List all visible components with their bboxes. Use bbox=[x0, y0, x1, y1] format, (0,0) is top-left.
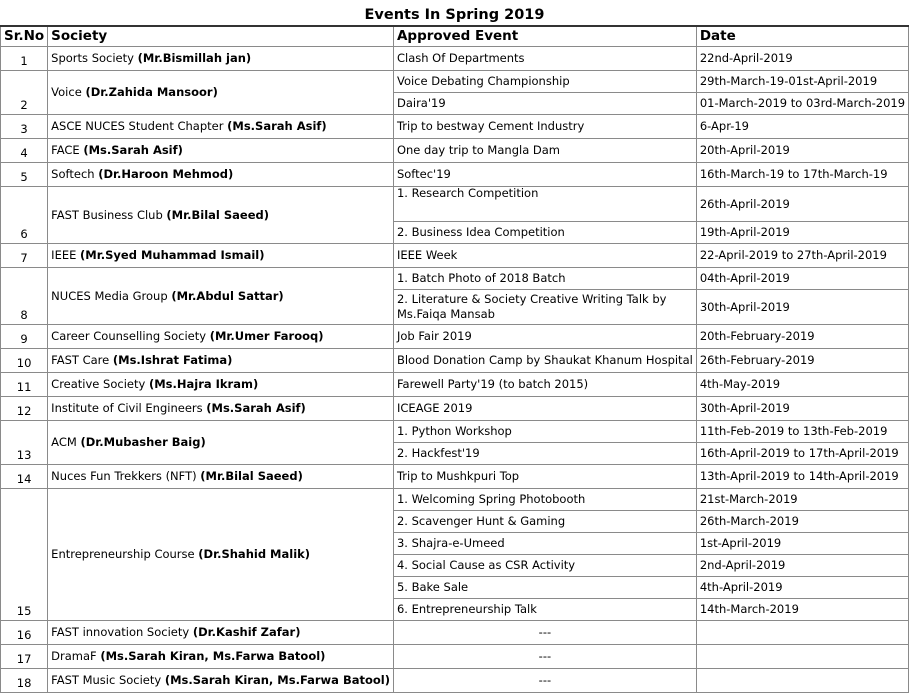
cell-event[interactable]: Trip to Mushkpuri Top bbox=[393, 465, 696, 489]
society-name: FACE bbox=[51, 143, 84, 157]
cell-date[interactable]: 11th-Feb-2019 to 13th-Feb-2019 bbox=[696, 421, 908, 443]
society-name: Entrepreneurship Course bbox=[51, 547, 199, 561]
table-row bbox=[1, 669, 909, 693]
cell-event[interactable]: Job Fair 2019 bbox=[393, 325, 696, 349]
cell-date[interactable]: 20th-February-2019 bbox=[696, 325, 908, 349]
cell-society[interactable] bbox=[48, 621, 394, 645]
sheet-title: Events In Spring 2019 bbox=[1, 5, 909, 26]
table-row bbox=[1, 163, 909, 187]
cell-event[interactable]: 2. Business Idea Competition bbox=[393, 222, 696, 244]
table-row bbox=[1, 645, 909, 669]
society-name: ASCE NUCES Student Chapter bbox=[51, 119, 228, 133]
table-row bbox=[1, 244, 909, 268]
cell-date[interactable]: 6-Apr-19 bbox=[696, 115, 908, 139]
cell-date[interactable]: 16th-April-2019 to 17th-April-2019 bbox=[696, 443, 908, 465]
cell-sr-no[interactable]: 15 bbox=[1, 489, 48, 621]
header-sr[interactable]: Sr.No bbox=[1, 26, 48, 47]
cell-date[interactable]: 4th-April-2019 bbox=[696, 577, 908, 599]
cell-event[interactable]: --- bbox=[393, 669, 696, 693]
cell-date[interactable]: 4th-May-2019 bbox=[696, 373, 908, 397]
cell-event[interactable]: 3. Shajra-e-Umeed bbox=[393, 533, 696, 555]
header-society[interactable]: Society bbox=[48, 26, 394, 47]
society-name: Softech bbox=[51, 167, 99, 181]
cell-event[interactable]: Farewell Party'19 (to batch 2015) bbox=[393, 373, 696, 397]
society-advisor: (Mr.Syed Muhammad Ismail) bbox=[80, 248, 265, 262]
society-name: FAST Business Club bbox=[51, 207, 167, 222]
cell-date[interactable]: 22-April-2019 to 27th-April-2019 bbox=[696, 244, 908, 268]
cell-event[interactable]: 2. Literature & Society Creative Writing Talk by Ms.Faiqa Mansab bbox=[393, 290, 696, 325]
cell-event[interactable]: Blood Donation Camp by Shaukat Khanum Hospital bbox=[393, 349, 696, 373]
table-row bbox=[1, 489, 909, 511]
society-name: Nuces Fun Trekkers (NFT) bbox=[51, 469, 201, 483]
cell-society[interactable] bbox=[48, 645, 394, 669]
cell-society[interactable] bbox=[48, 71, 394, 115]
society-advisor: (Mr.Bismillah jan) bbox=[137, 51, 252, 65]
society-advisor: (Dr.Zahida Mansoor) bbox=[85, 85, 218, 99]
cell-date[interactable]: 22nd-April-2019 bbox=[696, 47, 908, 71]
header-row bbox=[1, 26, 909, 47]
cell-society[interactable] bbox=[48, 244, 394, 268]
cell-sr-no[interactable]: 1 bbox=[1, 47, 48, 71]
cell-event[interactable]: 5. Bake Sale bbox=[393, 577, 696, 599]
society-name: FAST Music Society bbox=[51, 673, 165, 687]
cell-society[interactable] bbox=[48, 669, 394, 693]
society-advisor: (Ms.Sarah Asif) bbox=[227, 119, 327, 133]
cell-society[interactable] bbox=[48, 465, 394, 489]
cell-event[interactable]: 1. Research Competition bbox=[393, 187, 696, 222]
society-name: Sports Society bbox=[51, 51, 138, 65]
cell-date[interactable]: 30th-April-2019 bbox=[696, 397, 908, 421]
cell-sr-no[interactable]: 6 bbox=[1, 187, 48, 244]
cell-event[interactable]: 2. Hackfest'19 bbox=[393, 443, 696, 465]
cell-society[interactable] bbox=[48, 115, 394, 139]
society-name: Voice bbox=[51, 85, 86, 99]
society-advisor: (Mr.Bilal Saeed) bbox=[200, 469, 303, 483]
table-row bbox=[1, 465, 909, 489]
society-advisor: (Ms.Ishrat Fatima) bbox=[112, 353, 233, 367]
cell-date[interactable]: 20th-April-2019 bbox=[696, 139, 908, 163]
cell-sr-no[interactable]: 18 bbox=[1, 669, 48, 693]
cell-sr-no[interactable]: 7 bbox=[1, 244, 48, 268]
cell-sr-no[interactable]: 17 bbox=[1, 645, 48, 669]
cell-sr-no[interactable]: 8 bbox=[1, 268, 48, 325]
cell-event[interactable]: Clash Of Departments bbox=[393, 47, 696, 71]
society-name: Career Counselling Society bbox=[51, 329, 210, 343]
cell-sr-no[interactable]: 4 bbox=[1, 139, 48, 163]
society-advisor: (Mr.Umer Farooq) bbox=[209, 329, 324, 343]
cell-society[interactable] bbox=[48, 325, 394, 349]
table-row bbox=[1, 325, 909, 349]
cell-society[interactable] bbox=[48, 187, 394, 244]
society-name: ACM bbox=[51, 435, 81, 449]
cell-event[interactable]: IEEE Week bbox=[393, 244, 696, 268]
cell-society[interactable] bbox=[48, 421, 394, 465]
cell-event[interactable]: Trip to bestway Cement Industry bbox=[393, 115, 696, 139]
cell-society[interactable] bbox=[48, 163, 394, 187]
cell-date[interactable]: 29th-March-19-01st-April-2019 bbox=[696, 71, 908, 93]
table-row bbox=[1, 373, 909, 397]
society-advisor: (Dr.Shahid Malik) bbox=[198, 547, 311, 561]
cell-event[interactable]: 1. Batch Photo of 2018 Batch bbox=[393, 268, 696, 290]
cell-sr-no[interactable]: 9 bbox=[1, 325, 48, 349]
cell-sr-no[interactable]: 13 bbox=[1, 421, 48, 465]
cell-sr-no[interactable]: 5 bbox=[1, 163, 48, 187]
cell-event[interactable]: 2. Scavenger Hunt & Gaming bbox=[393, 511, 696, 533]
society-advisor: (Mr.Abdul Sattar) bbox=[171, 288, 284, 303]
cell-date[interactable]: 26th-March-2019 bbox=[696, 511, 908, 533]
cell-event[interactable]: One day trip to Mangla Dam bbox=[393, 139, 696, 163]
cell-event[interactable]: --- bbox=[393, 645, 696, 669]
cell-date[interactable]: 26th-February-2019 bbox=[696, 349, 908, 373]
society-name: NUCES Media Group bbox=[51, 288, 172, 303]
society-name: Creative Society bbox=[51, 377, 149, 391]
cell-date[interactable]: 14th-March-2019 bbox=[696, 599, 908, 621]
cell-event[interactable]: Daira'19 bbox=[393, 93, 696, 115]
cell-event[interactable]: 6. Entrepreneurship Talk bbox=[393, 599, 696, 621]
table-row bbox=[1, 187, 909, 222]
header-event[interactable]: Approved Event bbox=[393, 26, 696, 47]
cell-society[interactable] bbox=[48, 397, 394, 421]
cell-sr-no[interactable]: 10 bbox=[1, 349, 48, 373]
cell-event[interactable]: --- bbox=[393, 621, 696, 645]
society-name: DramaF bbox=[51, 649, 101, 663]
cell-date[interactable] bbox=[696, 621, 908, 645]
cell-date[interactable]: 26th-April-2019 bbox=[696, 187, 908, 222]
cell-society[interactable] bbox=[48, 139, 394, 163]
cell-event[interactable]: 1. Python Workshop bbox=[393, 421, 696, 443]
society-name: Institute of Civil Engineers bbox=[51, 401, 207, 415]
cell-event[interactable]: Voice Debating Championship bbox=[393, 71, 696, 93]
cell-date[interactable]: 19th-April-2019 bbox=[696, 222, 908, 244]
table-row bbox=[1, 397, 909, 421]
table-row bbox=[1, 47, 909, 71]
cell-event[interactable]: 1. Welcoming Spring Photobooth bbox=[393, 489, 696, 511]
society-name: FAST innovation Society bbox=[51, 625, 193, 639]
table-row bbox=[1, 421, 909, 443]
cell-event[interactable]: 4. Social Cause as CSR Activity bbox=[393, 555, 696, 577]
cell-date[interactable]: 16th-March-19 to 17th-March-19 bbox=[696, 163, 908, 187]
society-advisor: (Mr.Bilal Saeed) bbox=[166, 207, 270, 222]
society-name: IEEE bbox=[51, 248, 81, 262]
cell-sr-no[interactable]: 2 bbox=[1, 71, 48, 115]
society-advisor: (Dr.Kashif Zafar) bbox=[192, 625, 301, 639]
cell-date[interactable]: 13th-April-2019 to 14th-April-2019 bbox=[696, 465, 908, 489]
cell-sr-no[interactable]: 11 bbox=[1, 373, 48, 397]
cell-date[interactable]: 21st-March-2019 bbox=[696, 489, 908, 511]
table-row bbox=[1, 139, 909, 163]
society-advisor: (Ms.Sarah Asif) bbox=[206, 401, 306, 415]
cell-society[interactable] bbox=[48, 268, 394, 325]
cell-date[interactable]: 1st-April-2019 bbox=[696, 533, 908, 555]
cell-date[interactable] bbox=[696, 645, 908, 669]
cell-society[interactable] bbox=[48, 373, 394, 397]
society-advisor: (Dr.Mubasher Baig) bbox=[80, 435, 206, 449]
events-table bbox=[0, 5, 909, 693]
table-row bbox=[1, 115, 909, 139]
table-row bbox=[1, 268, 909, 290]
cell-date[interactable]: 04th-April-2019 bbox=[696, 268, 908, 290]
society-name: FAST Care bbox=[51, 353, 113, 367]
cell-sr-no[interactable]: 3 bbox=[1, 115, 48, 139]
society-advisor: (Ms.Sarah Kiran, Ms.Farwa Batool) bbox=[164, 673, 390, 687]
cell-sr-no[interactable]: 16 bbox=[1, 621, 48, 645]
cell-date[interactable]: 30th-April-2019 bbox=[696, 290, 908, 325]
cell-event[interactable]: ICEAGE 2019 bbox=[393, 397, 696, 421]
cell-society[interactable] bbox=[48, 489, 394, 621]
cell-sr-no[interactable]: 14 bbox=[1, 465, 48, 489]
cell-date[interactable] bbox=[696, 669, 908, 693]
society-advisor: (Dr.Haroon Mehmod) bbox=[98, 167, 234, 181]
table-row bbox=[1, 349, 909, 373]
society-advisor: (Ms.Sarah Asif) bbox=[83, 143, 183, 157]
cell-society[interactable] bbox=[48, 349, 394, 373]
cell-date[interactable]: 2nd-April-2019 bbox=[696, 555, 908, 577]
cell-sr-no[interactable]: 12 bbox=[1, 397, 48, 421]
cell-date[interactable]: 01-March-2019 to 03rd-March-2019 bbox=[696, 93, 908, 115]
header-date[interactable]: Date bbox=[696, 26, 908, 47]
society-advisor: (Ms.Hajra Ikram) bbox=[148, 377, 259, 391]
society-advisor: (Ms.Sarah Kiran, Ms.Farwa Batool) bbox=[100, 649, 326, 663]
cell-society[interactable] bbox=[48, 47, 394, 71]
table-row bbox=[1, 621, 909, 645]
table-row bbox=[1, 71, 909, 93]
cell-event[interactable]: Softec'19 bbox=[393, 163, 696, 187]
